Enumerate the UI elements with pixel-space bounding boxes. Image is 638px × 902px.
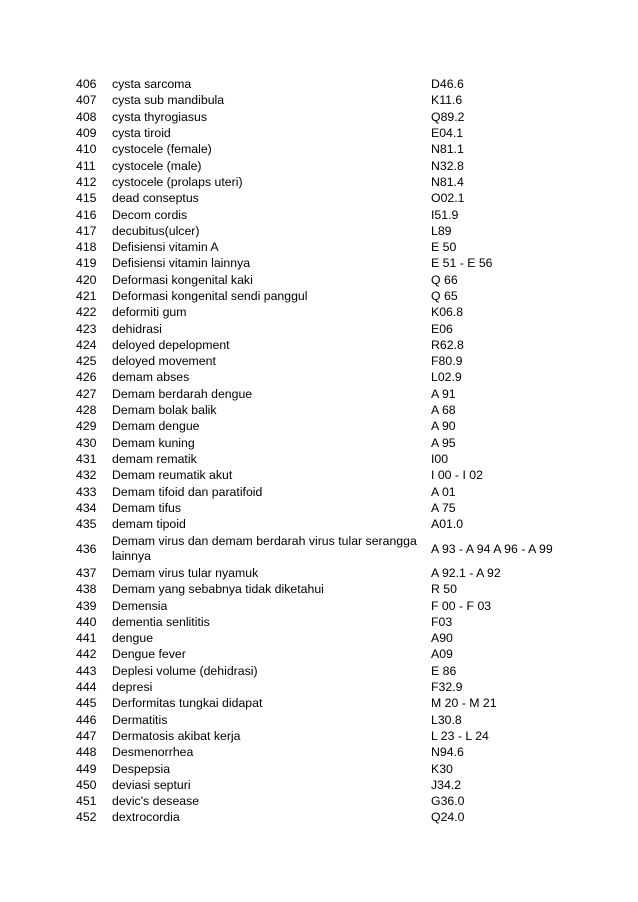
row-number: 427 (76, 386, 97, 401)
row-number: 446 (76, 712, 97, 727)
icd-code: M 20 - M 21 (431, 696, 497, 711)
table-row (76, 565, 596, 581)
table-row (76, 304, 596, 320)
diagnosis-name: depresi (112, 680, 153, 695)
row-number: 434 (76, 500, 97, 515)
table-row (76, 695, 596, 711)
diagnosis-name: Demam dengue (112, 419, 200, 434)
row-number: 424 (76, 337, 97, 352)
diagnosis-name: cystocele (female) (112, 142, 212, 157)
icd-code: Q24.0 (431, 810, 465, 825)
table-row (76, 418, 596, 434)
table-row (76, 109, 596, 125)
diagnosis-name: Deformasi kongenital sendi panggul (112, 289, 308, 303)
table-row (76, 76, 596, 92)
icd-code: L89 (431, 223, 452, 238)
diagnosis-name: cysta tiroid (112, 126, 171, 141)
row-number: 428 (76, 403, 97, 418)
diagnosis-name: Defisiensi vitamin lainnya (112, 256, 251, 271)
row-number: 412 (76, 174, 97, 189)
icd-code: J34.2 (431, 777, 462, 792)
row-number: 447 (76, 728, 97, 743)
table-row (76, 386, 596, 402)
icd-code: F32.9 (431, 680, 463, 695)
icd-code: E 50 (431, 240, 457, 255)
diagnosis-name: dextrocordia (112, 810, 180, 825)
table-row (76, 223, 596, 239)
icd-code: L 23 - L 24 (431, 728, 489, 743)
table-row (76, 728, 596, 744)
diagnosis-name: Demensia (112, 598, 168, 613)
table-row (76, 500, 596, 516)
diagnosis-name: dehidrasi (112, 321, 162, 336)
table-row (76, 353, 596, 369)
icd-code: F 00 - F 03 (431, 598, 492, 613)
row-number: 445 (76, 696, 97, 711)
diagnosis-name: Demam tifoid dan paratifoid (112, 484, 263, 499)
table-row (76, 646, 596, 662)
row-number: 442 (76, 647, 97, 662)
table-row (76, 777, 596, 793)
row-number: 433 (76, 484, 97, 499)
icd-code: E06 (431, 321, 453, 336)
diagnosis-name: Derformitas tungkai didapat (112, 696, 263, 711)
row-number: 449 (76, 761, 97, 776)
row-number: 436 (76, 541, 97, 556)
table-row (76, 337, 596, 353)
row-number: 421 (76, 289, 97, 303)
icd-code: E 86 (431, 663, 457, 678)
diagnosis-name: Demam berdarah dengue (112, 386, 253, 401)
row-number: 432 (76, 468, 97, 483)
table-row (76, 809, 596, 825)
diagnosis-name: cysta thyrogiasus (112, 109, 208, 124)
diagnosis-name: Demam reumatik akut (112, 468, 233, 483)
diagnosis-name: demam tipoid (112, 517, 186, 532)
row-number: 415 (76, 191, 97, 206)
icd-code: E04.1 (431, 126, 464, 141)
icd-code: Q 65 (431, 289, 458, 303)
icd-code: A 93 - A 94 A 96 - A 99 (431, 541, 553, 556)
row-number: 423 (76, 321, 97, 336)
icd-code: A 75 (431, 500, 456, 515)
row-number: 416 (76, 207, 97, 222)
table-body (76, 76, 596, 826)
icd-code: A09 (431, 647, 453, 662)
icd-code: D46.6 (431, 77, 464, 92)
icd-code: I00 (431, 451, 449, 466)
row-number: 426 (76, 370, 97, 385)
row-number: 438 (76, 582, 97, 597)
diagnosis-name: Decom cordis (112, 207, 188, 222)
icd-code: N32.8 (431, 158, 464, 173)
icd-code: Q 66 (431, 272, 458, 287)
table-row (76, 679, 596, 695)
table-row (76, 793, 596, 809)
diagnosis-name: cysta sarcoma (112, 77, 192, 92)
table-row (76, 402, 596, 418)
diagnosis-name: Demam kuning (112, 435, 195, 450)
row-number: 452 (76, 810, 97, 825)
row-number: 407 (76, 93, 97, 108)
icd-code: A 95 (431, 435, 456, 450)
diagnosis-name: deloyed movement (112, 354, 216, 369)
icd-code: A 92.1 - A 92 (431, 565, 501, 580)
icd-code: N81.1 (431, 142, 464, 157)
icd-code: A 68 (431, 403, 456, 418)
diagnosis-name: Deformasi kongenital kaki (112, 272, 253, 287)
table-row (76, 711, 596, 727)
diagnosis-name: dengue (112, 631, 154, 646)
icd-code: I51.9 (431, 207, 459, 222)
icd-code: L30.8 (431, 712, 462, 727)
row-number: 429 (76, 419, 97, 434)
diagnosis-name: deloyed depelopment (112, 337, 230, 352)
diagnosis-name: Demam bolak balik (112, 403, 217, 418)
table-row (76, 532, 596, 565)
icd-code: K11.6 (431, 93, 463, 108)
table-row (76, 157, 596, 173)
row-number: 425 (76, 354, 97, 369)
icd-code: A 91 (431, 386, 456, 401)
table-row (76, 141, 596, 157)
row-number: 437 (76, 565, 97, 580)
diagnosis-code-table (76, 76, 596, 826)
diagnosis-name: cystocele (male) (112, 158, 202, 173)
table-row (76, 581, 596, 597)
row-number: 422 (76, 305, 97, 320)
row-number: 444 (76, 680, 97, 695)
icd-code: F03 (431, 614, 453, 629)
row-number: 441 (76, 631, 97, 646)
icd-code: A01.0 (431, 517, 464, 532)
diagnosis-name: Demam virus dan demam berdarah virus tular serangga lainnya (112, 533, 417, 563)
row-number: 450 (76, 777, 97, 792)
table-row (76, 369, 596, 385)
table-row (76, 451, 596, 467)
icd-code: K30 (431, 761, 453, 776)
icd-code: N81.4 (431, 174, 464, 189)
diagnosis-name: Demam tifus (112, 500, 182, 515)
row-number: 406 (76, 77, 97, 92)
row-number: 420 (76, 272, 97, 287)
table-row (76, 516, 596, 532)
row-number: 418 (76, 240, 97, 255)
table-row (76, 288, 596, 304)
diagnosis-name: devic's desease (112, 794, 200, 809)
row-number: 448 (76, 745, 97, 760)
diagnosis-name: Deplesi volume (dehidrasi) (112, 663, 258, 678)
table-row (76, 320, 596, 336)
diagnosis-name: Demam virus tular nyamuk (112, 565, 259, 580)
diagnosis-name: decubitus(ulcer) (112, 223, 200, 238)
icd-code: L02.9 (431, 370, 462, 385)
row-number: 440 (76, 614, 97, 629)
diagnosis-name: Desmenorrhea (112, 745, 194, 760)
icd-code: G36.0 (431, 794, 465, 809)
row-number: 419 (76, 256, 97, 271)
diagnosis-name: cysta sub mandibula (112, 93, 225, 108)
row-number: 408 (76, 109, 97, 124)
table-row (76, 206, 596, 222)
table-row (76, 272, 596, 288)
table-row (76, 760, 596, 776)
table-row (76, 630, 596, 646)
diagnosis-name: Despepsia (112, 761, 171, 776)
table-row (76, 614, 596, 630)
diagnosis-name: deformiti gum (112, 305, 187, 320)
icd-code: R62.8 (431, 337, 464, 352)
table-row (76, 92, 596, 108)
row-number: 443 (76, 663, 97, 678)
diagnosis-name: Dermatitis (112, 712, 168, 727)
table-row (76, 597, 596, 613)
icd-code: Q89.2 (431, 109, 465, 124)
table-row (76, 190, 596, 206)
table-row (76, 467, 596, 483)
table-row (76, 744, 596, 760)
diagnosis-name: demam abses (112, 370, 190, 385)
row-number: 435 (76, 517, 97, 532)
icd-code: E 51 - E 56 (431, 256, 493, 271)
icd-code: N94.6 (431, 745, 464, 760)
row-number: 430 (76, 435, 97, 450)
row-number: 417 (76, 223, 97, 238)
diagnosis-name: cystocele (prolaps uteri) (112, 174, 243, 189)
diagnosis-name: dementia senlititis (112, 614, 210, 629)
icd-code: A 01 (431, 484, 456, 499)
icd-code: R 50 (431, 582, 457, 597)
diagnosis-name: Demam yang sebabnya tidak diketahui (112, 582, 324, 597)
diagnosis-name: deviasi septuri (112, 777, 191, 792)
diagnosis-name: dead conseptus (112, 191, 199, 206)
table-row (76, 174, 596, 190)
diagnosis-name: demam rematik (112, 451, 197, 466)
row-number: 431 (76, 451, 97, 466)
diagnosis-name: Defisiensi vitamin A (112, 240, 219, 255)
table-row (76, 435, 596, 451)
icd-code: F80.9 (431, 354, 463, 369)
diagnosis-name: Dengue fever (112, 647, 186, 662)
row-number: 410 (76, 142, 97, 157)
table-row (76, 483, 596, 499)
diagnosis-name: Dermatosis akibat kerja (112, 728, 241, 743)
table-row (76, 663, 596, 679)
row-number: 409 (76, 126, 97, 141)
row-number: 411 (76, 158, 96, 173)
icd-code: A90 (431, 631, 453, 646)
table-row (76, 239, 596, 255)
row-number: 439 (76, 598, 97, 613)
row-number: 451 (76, 794, 97, 809)
icd-code: O02.1 (431, 191, 465, 206)
icd-code: K06.8 (431, 305, 464, 320)
table-row (76, 255, 596, 271)
icd-code: A 90 (431, 419, 456, 434)
table-row (76, 125, 596, 141)
icd-code: I 00 - I 02 (431, 468, 483, 483)
